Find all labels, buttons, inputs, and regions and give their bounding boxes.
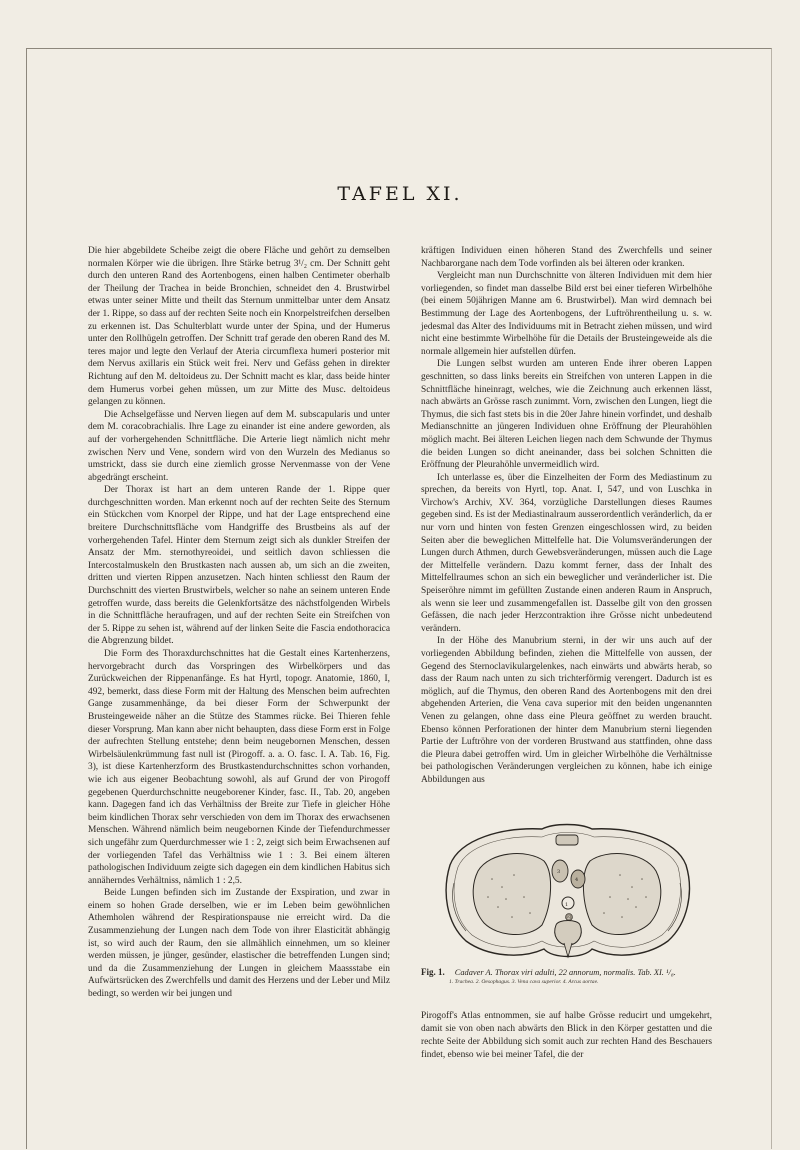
figure-caption [421, 967, 712, 977]
paragraph: In der Höhe des Manubrium sterni, in der wir uns auch auf der vorliegenden Abbildung befinden, ziehen die Mittelfelle von aussen, der Gegend des Sternoclavikulargelenkes, nach einwärts und abwärts herab, so dass der Raum nach unten zu sich trichterförmig verengert. Dadurch ist es möglich, auf die Thymus, den oberen Rand des Aortenbogens mit den drei abgehenden Arterien, die Vena cava superior mit den beiden ungenannten Venen zu gelangen, ohne dass eine Pleura geöffnet zu werden braucht. Ebenso können Perforationen der hinter dem Manubrium sterni liegenden Partie der Luftröhre von der vorderen Brustwand aus stattfinden, ohne dass die Pleura dabei getroffen wird. Um in gleicher Wirbelhöhe die Verhältnisse bei pathologischen Veränderungen vergleichen zu können, habe ich einige Abbildungen aus [421, 636, 712, 785]
figure-label-3: 3 [556, 869, 560, 875]
figure-label-4: 4 [574, 877, 578, 883]
figure-1 [421, 813, 712, 985]
figure-legend: 1. Trachea. 2. Oesophagus. 3. Vena cava superior. 4. Arcus aortae. [449, 979, 599, 985]
page-title: TAFEL XI. [337, 183, 463, 205]
paragraph: Der Thorax ist hart an dem unteren Rande der 1. Rippe quer durchgeschnitten worden. Man erkennt noch auf der rechten Seite des Sternum ein Stückchen vom Knorpel der Rippe, und hat der Lage entsprechend eine breitere Durchschnittsfläche vom Handgriffe des Brustbeins als auf der vorhergehenden Tafel. Hinter dem Sternum zeigt sich als dunkler Streifen der Ansatz der Mm. sternothyreoidei, und seitlich davon schliessen die Intercostalmuskeln den Brustkasten nach aussen ab, um sich an die zweiten, dritten und vierten Rippen anzusetzen. Nach hinten schliesst den Raum der Durchschnitt des vierten Brustwirbels, welcher so nahe an seinem unteren Ende getroffen wurde, dass bereits die Gelenkfortsätze des nächstfolgenden Wirbels in die Schnittfläche heraufragen, und auf der rechten Seite ein Streifchen von der 5. Rippe zu sehen ist, während auf der linken Seite die Fascia endothoracica die Abgrenzung bildet. [88, 485, 390, 647]
figure-caption-text: Cadaver A. Thorax viri adulti, 22 annorum, normalis. Tab. XI. ¹/₈. [454, 968, 676, 977]
paragraph: Die Lungen selbst wurden am unteren Ende ihrer oberen Lappen geschnitten, so dass links bereits ein Streifchen von unteren Lappen in die Schnittfläche hineinragt, welches, wie die Zeichnung auch erkennen lässt, nach abwärts an Grösse rasch zunimmt. Vorn, zwischen den Lungen, liegt die Thymus, die sich fast stets bis in die 20er Jahre hinein vorfindet, und deshalb Medianschnitte an jüngeren Individuen ohne Eröffnung der Pleurahöhlen möglich macht. Bei älteren Leichen liegen nach dem Schwunde der Thymus die beiden Lungen so dicht aneinander, dass bei solchen Schnitten die Eröffnung der Pleurahöhle unvermeidlich wird. [421, 359, 712, 471]
paragraph: Ich unterlasse es, über die Einzelheiten der Form des Mediastinum zu sprechen, da bereits von Hyrtl, top. Anat. I, 547, und von Luschka in Virchow's Archiv, XV. 364, vorzügliche Darstellungen dieses Raumes gegeben sind. Es ist der Mediastinalraum ausserordentlich veränderlich, da er nur vorn und hinten von festen Grenzen eingeschlossen wird, zu beiden Seiten aber die beweglichen Mittelfelle hat. Die Volumsveränderungen der Lungen durch Athmen, durch Gewebsveränderungen, müssen auch die Lage der Mittelfelle verändern. Dazu kommt ferner, dass der Inhalt des Mittelfellraumes schon an sich ein beweglicher und veränderlicher ist. Die Speiseröhre nimmt im gefüllten Zustande einen anderen Raum in Anspruch, als wenn sie leer und zusammengefallen ist. Dasselbe gilt von den grossen Gefässen, die nach jeder Herzcontraktion ihre Grösse nicht unbedeutend verändern. [421, 472, 712, 634]
paragraph: Die Form des Thoraxdurchschnittes hat die Gestalt eines Kartenherzens, hervorgebracht durch das Vorspringen des Wirbelkörpers und das Zurückweichen der Rippenanfänge. Es hat Hyrtl, topogr. Anatomie, 1860, I, 492, bemerkt, dass diese Form mit der Haltung des Menschen beim aufrechten Gange zusammenhänge, da bei dieser Form der Schwerpunkt der Brusteingeweide näher an die Stütze des Stammes rücke. Bei Thieren fehle dieser Vorsprung. Man kann aber nicht behaupten, dass diese Form erst in Folge der aufrechten Stellung entstehe; denn beim neugebornen Menschen, dessen Wirbelsäulenkrümmung fast null ist (Pirogoff. a. a. O. fasc. I. A. Tab. 16, Fig. 3), ist diese Kartenherzform des Brustkastendurchschnittes schon vorhanden, wie ich aus eigener Beobachtung sowohl, als auf Grund der von Pirogoff gegebenen Querdurchschnitte neugeborener Kinder, fasc. II., Tab. 20, angeben kann. Dagegen fand ich das Verhältniss der Breite zur Tiefe in gleicher Höhe beim kindlichen Thorax sehr verschieden von dem im Thorax des erwachsenen Menschen. Während nämlich beim neugebornen Kinde der Tiefendurchmesser sich ungefähr zum Querdurchmesser wie 1 : 2, zeigt sich beim Erwachsenen auf der vorliegenden Tafel das Verhältniss wie 1 : 3. Bei einem älteren pathologischen Individuum zeigte sich dagegen ein dem kindlichen Habitus sich annäherndes Verhältniss, nämlich 1 : 2,5. [88, 649, 390, 886]
paragraph: Die Achselgefässe und Nerven liegen auf dem M. subscapularis und unter dem M. coracobrachialis. Ihre Lage zu einander ist eine andere geworden, als auf der vorhergehenden Schnittfläche. Die Arterie liegt nämlich nicht mehr zwischen Nerv und Vene, sondern wird von den Wurzeln des Medianus so umstrickt, dass sie durch eine ziemlich grosse Nervenmasse von der Vene abgedrängt erscheint. [88, 409, 390, 483]
paragraph: Die hier abgebildete Scheibe zeigt die obere Fläche und gehört zu demselben normalen Körper wie die übrigen. Ihre Stärke betrug 3¹/₂ cm. Der Schnitt geht durch den unteren Rand des Aortenbogens, einen halben Centimeter oberhalb der Theilung der Trachea in beide Bronchien, schneidet den 4. Brustwirbel etwas unter seiner Mitte und theilt das Sternum unmittelbar unter dem Ansatz der 1. Rippe, so dass auf der rechten Seite noch ein Knorpelstreifchen derselben zu erkennen ist. Das Schulterblatt wurde unter der Spina, und der Humerus unter den Rollhügeln getroffen. Der Schnitt traf gerade den oberen Rand des M. teres major und legte den Verlauf der Ateria circumflexa humeri posterior mit dem Nervus axillaris ein Stück weit frei. Nerv und Gefäss gehen in direkter Richtung auf den M. deltoideus zu. Der Schnitt macht es klar, dass beide hinter dem Humerus vorbei gehen müssen, um zur Mitte des Musc. deltoideus gelangen zu können. [88, 246, 390, 408]
paragraph: kräftigen Individuen einen höheren Stand des Zwerchfells und seiner Nachbarorgane nach dem Tode vorfinden als bei älteren oder kranken. [421, 246, 712, 269]
right-column [421, 245, 712, 787]
paragraph: Vergleicht man nun Durchschnitte von älteren Individuen mit dem hier vorliegenden, so findet man dasselbe Bild erst bei einer tieferen Wirbelhöhe (bei einem 50jährigen Manne am 6. Brustwirbel). Man wird demnach bei Bestimmung der Lage des Aortenbogens, der Luftröhrentheilung u. s. w. jedesmal das Alter des Individuums mit in Betracht ziehen müssen, und wird nicht eine bestimmte Wirbelhöhe für die Details der Brusteingeweide als die normale allgemein hier aufstellen dürfen. [421, 271, 712, 357]
thorax-cross-section-illustration [432, 813, 702, 963]
left-column [88, 245, 390, 1001]
figure-label: Fig. 1. [421, 967, 445, 977]
paragraph: Pirogoff's Atlas entnommen, sie auf halbe Grösse reducirt und umgekehrt, damit sie von oben nach abwärts den Blick in den Körper gestatten und die rechte Seite der Abbildung sich somit auch zur rechten Hand des Beschauers findet, ebenso wie bei meiner Tafel, die der [421, 1011, 712, 1060]
text-after-figure [421, 1010, 712, 1062]
figure-label-2: 2 [566, 915, 570, 921]
paragraph: Beide Lungen befinden sich im Zustande der Exspiration, und zwar in einem so hohen Grade derselben, wie er im Leben beim gewöhnlichen Athemholen während der Respirationspause nie erreicht wird. Da die Zusammenziehung der Lungen nach dem Tode von ihrer Elasticität abhängig ist, so wird auch der Raum, den sie allmählich einnehmen, um so kleiner werden müssen, je jünger, gesünder, elastischer die betreffenden Lungen sind; und da die Zusammenziehung der Lungen in gleichem Maassstabe ein Aufwärtsrücken des Zwerchfells und damit des Herzens und der Leber und Milz bedingt, so werden wir bei jungen und [88, 888, 390, 1000]
figure-label-1: 1 [564, 902, 568, 908]
